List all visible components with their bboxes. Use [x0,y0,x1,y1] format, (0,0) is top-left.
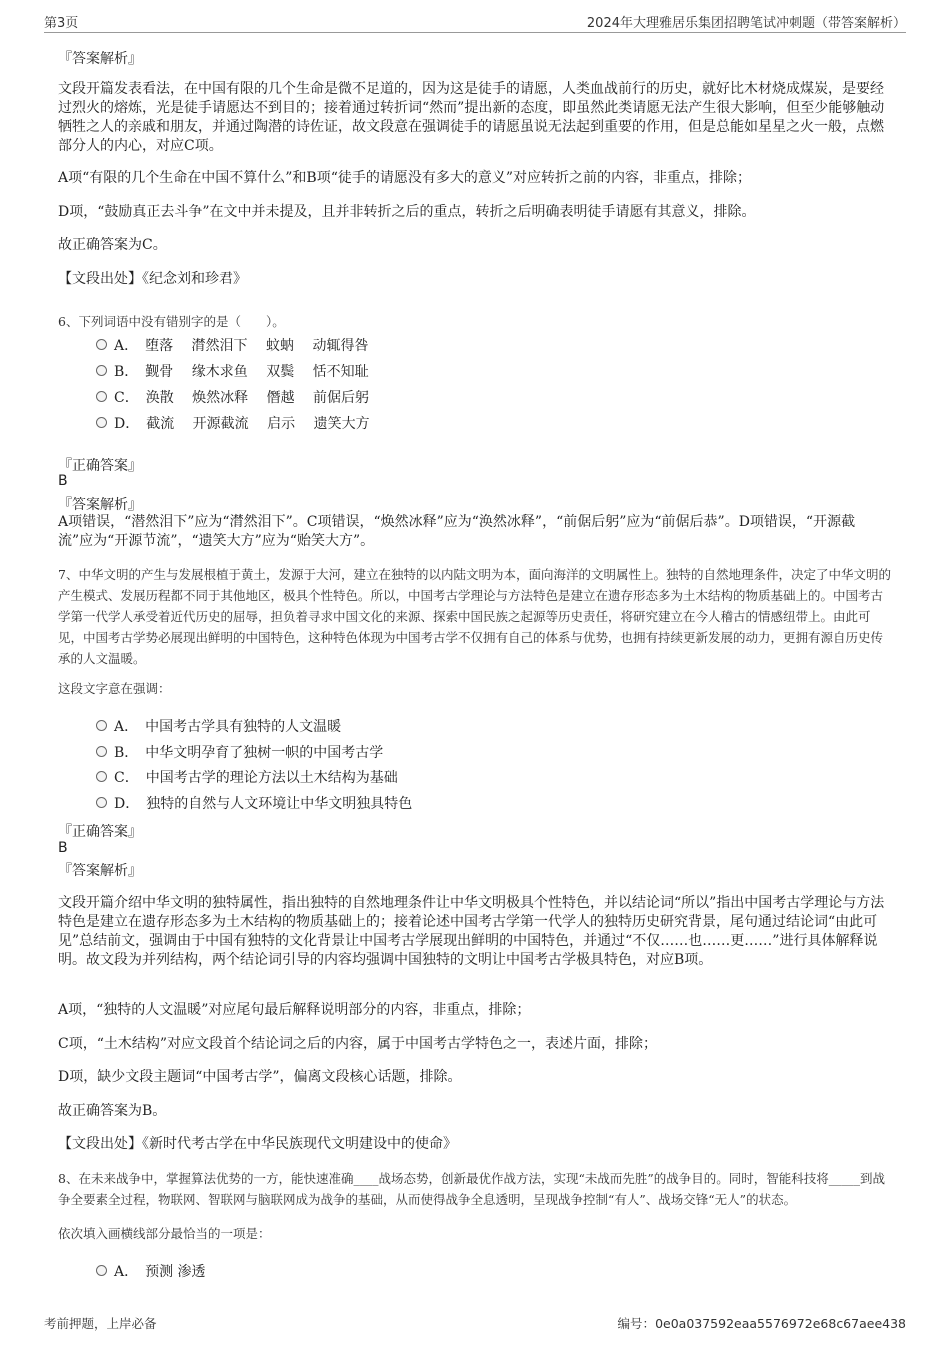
q6-analysis: A项错误，“潜然泪下”应为“潸然泪下”。C项错误，“焕然冰释”应为“涣然冰释”，“前倨后躬”应为“前倨后恭”。D项错误，“开源截流”应为“开源节流”，“遗笑大方”应为“贻笑大方”。 [58,514,856,549]
document-title: 2024年大理雅居乐集团招聘笔试冲刺题（带答案解析） [586,16,906,31]
footer-code-block [618,1314,906,1332]
q6-option-c-label: C． 涣散 焕然冰释 僭越 前倨后躬 [114,390,370,406]
radio-icon[interactable] [96,391,107,402]
radio-icon[interactable] [96,339,107,350]
header-divider [44,32,906,33]
q5-source: 【文段出处】《纪念刘和珍君》 [58,271,247,287]
q8-question: 依次填入画横线部分最恰当的一项是： [58,1226,271,1241]
q7-stem: 7、中华文明的产生与发展根植于黄土，发源于大河，建立在独特的以内陆文明为本，面向海洋的文明属性上。独特的自然地理条件，决定了中华文明的产生模式、发展历程都不同于其他地区，极具个性特色。所以，中国考古学理论与方法特色是建立在遗存形态多为土木结构的物质基础上的。中国考古学第一代学人承受着近代历史的屈辱，担负着寻求中国文化的来源、探索中国民族之起源等历史责任，将研究建立在今人稽古的情感纽带上。由此可见，中国考古学势必展现出鲜明的中国特色，这种特色体现为中国考古学不仅拥有自己的体系与优势，也拥有持续更新发展的动力，更拥有源自历史传承的人文温暖。 [58,567,891,666]
q5-analysis-conclusion: 故正确答案为C。 [58,237,167,253]
footer-code: 0e0a037592eaa5576972e68c67aee438 [655,1316,906,1331]
radio-icon[interactable] [96,365,107,376]
footer-code-label: 编号： [617,1316,656,1331]
q6-analysis-label: 『答案解析』 [58,497,142,513]
q7-source: 【文段出处】《新时代考古学在中华民族现代文明建设中的使命》 [58,1136,457,1152]
q8-option-a-label: A． 预测 渗透 [114,1264,206,1280]
page-header [44,12,906,32]
q7-analysis-paragraph-1: 文段开篇介绍中华文明的独特属性，指出独特的自然地理条件让中华文明极具个性特色，并以结论词“所以”指出中国考古学理论与方法特色是建立在遗存形态多为土木结构的物质基础上的；接着论述中国考古学第一代学人的独特历史研究背景，尾句通过结论词“由此可见”总结前文，强调由于中国有独特的文化背景让中国考古学展现出鲜明的中国特色，并通过“不仅……也……更……”进行具体解释说明。故文段为并列结构，两个结论词引导的内容均强调中国独特的文明让中国考古学极具特色，对应B项。 [58,895,885,968]
q7-analysis-conclusion: 故正确答案为B。 [58,1103,167,1119]
radio-icon[interactable] [96,1265,107,1276]
q6-stem: 6、下列词语中没有错别字的是（ ）。 [58,314,285,329]
q7-option-a-label: A． 中国考古学具有独特的人文温暖 [114,719,342,735]
q6-option-a-label: A． 堕落 潸然泪下 蚊蚋 动辄得咎 [114,338,369,354]
q7-analysis-label: 『答案解析』 [58,863,142,879]
q5-analysis-paragraph-3: D项，“鼓励真正去斗争”在文中并未提及，且并非转折之后的重点，转折之后明确表明徒手请愿有其意义，排除。 [58,204,756,220]
q7-answer: B [58,840,68,856]
q5-analysis-paragraph-1: 文段开篇发表看法，在中国有限的几个生命是微不足道的，因为这是徒手的请愿，人类血战前行的历史，就好比木材烧成煤炭，是要经过烈火的熔炼，光是徒手请愿达不到目的；接着通过转折词“然而”提出新的态度，即虽然此类请愿无法产生很大影响，但至少能够触动牺牲之人的亲戚和朋友，并通过陶潜的诗佐证，故文段意在强调徒手的请愿虽说无法起到重要的作用，但是总能如星星之火一般，点燃部分人的内心，对应C项。 [58,81,885,154]
q7-analysis-paragraph-2: A项，“独特的人文温暖”对应尾句最后解释说明部分的内容，非重点，排除； [58,1002,531,1018]
q6-answer-label: 『正确答案』 [58,458,142,474]
q7-analysis-paragraph-3: C项，“土木结构”对应文段首个结论词之后的内容，属于中国考古学特色之一，表述片面，排除； [58,1036,658,1052]
q6-option-d-label: D． 截流 开源截流 启示 遗笑大方 [114,416,370,432]
radio-icon[interactable] [96,720,107,731]
q7-answer-label: 『正确答案』 [58,824,142,840]
radio-icon[interactable] [96,797,107,808]
q7-option-d-label: D． 独特的自然与人文环境让中华文明独具特色 [114,796,413,812]
page-number: 第3页 [44,16,79,31]
q5-analysis-label: 『答案解析』 [58,51,142,67]
radio-icon[interactable] [96,771,107,782]
q7-option-c-label: C． 中国考古学的理论方法以土木结构为基础 [114,770,398,786]
q8-stem: 8、在未来战争中，掌握算法优势的一方，能快速准确____战场态势，创新最优作战方法，实现“未战而先胜”的战争目的。同时，智能科技将_____到战争全要素全过程，物联网、智联网与脑联网成为战争的基础，从而使得战争全息透明，呈现战争控制“有人”、战场交锋“无人”的状态。 [58,1171,885,1207]
page-footer [44,1314,906,1332]
radio-icon[interactable] [96,417,107,428]
q5-analysis-paragraph-2: A项“有限的几个生命在中国不算什么”和B项“徒手的请愿没有多大的意义”对应转折之前的内容，非重点，排除； [58,170,752,186]
q7-analysis-paragraph-4: D项，缺少文段主题词“中国考古学”，偏离文段核心话题，排除。 [58,1069,462,1085]
q6-option-b-label: B． 觐骨 缘木求鱼 双鬓 恬不知耻 [114,364,369,380]
footer-note: 考前押题，上岸必备 [44,1316,157,1331]
q7-option-b-label: B． 中华文明孕育了独树一帜的中国考古学 [114,745,384,761]
radio-icon[interactable] [96,746,107,757]
q6-answer: B [58,473,68,489]
q7-question: 这段文字意在强调： [58,681,171,696]
